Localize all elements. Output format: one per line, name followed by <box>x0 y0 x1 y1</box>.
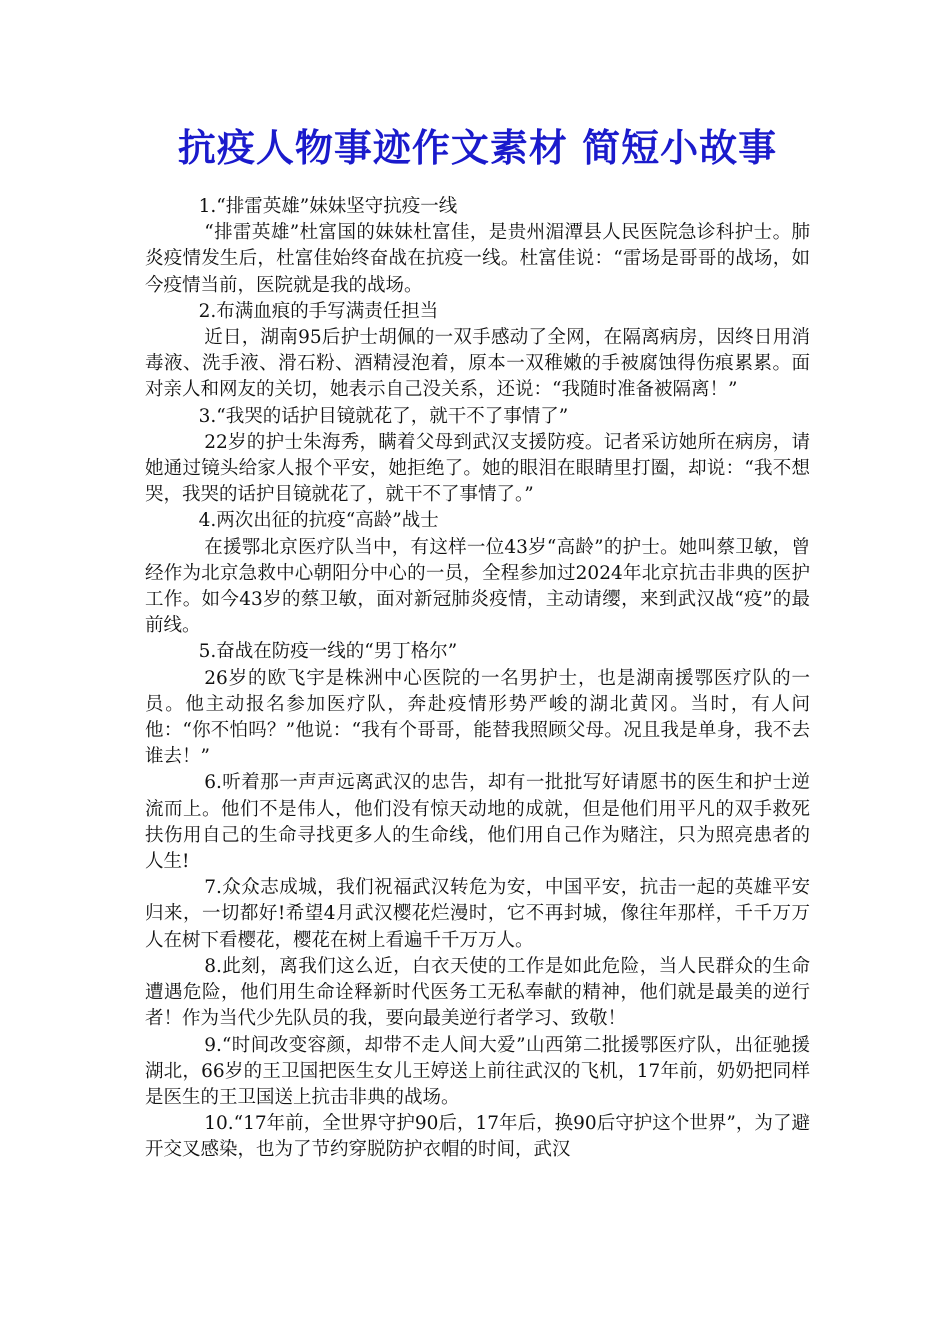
section-text-4: 在援鄂北京医疗队当中，有这样一位43岁“高龄”的护士。她叫蔡卫敏，曾经作为北京急救中心朝阳分中心的一员，全程参加过2024年北京抗击非典的医护工作。如今43岁的蔡卫敏，面对新冠肺炎疫情，主动请缨，来到武汉战“疫”的最前线。 <box>145 536 810 637</box>
section-heading-3: 3.“我哭的话护目镜就花了，就干不了事情了” <box>198 405 569 427</box>
document-title: 抗疫人物事迹作文素材 简短小故事 <box>177 125 778 170</box>
section-heading-1: 1.“排雷英雄”妹妹坚守抗疫一线 <box>198 196 458 217</box>
paragraph-8: 8.此刻，离我们这么近，白衣天使的工作是如此危险，当人民群众的生命遭遇危险，他们用生命诠释新时代医务工无私奉献的精神，他们就是最美的逆行者！作为当代少先队员的我，要向最美逆行者学习、致敬！ <box>145 955 810 1030</box>
section-heading-5: 5.奋战在防疫一线的“男丁格尔” <box>198 641 458 663</box>
paragraph-7: 7.众众志成城，我们祝福武汉转危为安，中国平安，抗击一起的英雄平安归来，一切都好!希望4月武汉樱花烂漫时，它不再封城，像往年那样，千千万万人在树下看樱花，樱花在树上看遍千千万万人。 <box>145 877 810 951</box>
section-text-5: 26岁的欧飞宇是株洲中心医院的一名男护士，也是湖南援鄂医疗队的一员。他主动报名参加医疗队，奔赴疫情形势严峻的湖北黄冈。当时，有人问他：“你不怕吗？”他说：“我有个哥哥，能替我照顾父母。况且我是单身，我不去谁去！” <box>145 667 810 768</box>
section-text-3: 22岁的护士朱海秀，瞒着父母到武汉支援防疫。记者采访她所在病房，请她通过镜头给家人报个平安，她拒绝了。她的眼泪在眼睛里打圈，却说：“我不想哭，我哭的话护目镜就花了，就干不了事情了。” <box>145 431 810 506</box>
paragraph-9: 9.“时间改变容颜，却带不走人间大爱”山西第二批援鄂医疗队，出征驰援湖北，66岁的王卫国把医生女儿王婷送上前往武汉的飞机，17年前，奶奶把同样是医生的王卫国送上抗击非典的战场。 <box>145 1034 810 1108</box>
section-text-2: 近日，湖南95后护士胡佩的一双手感动了全网，在隔离病房，因终日用消毒液、洗手液、滑石粉、酒精浸泡着，原本一双稚嫩的手被腐蚀得伤痕累累。面对亲人和网友的关切，她表示自己没关系，还说：“我随时准备被隔离！” <box>145 327 810 401</box>
section-heading-2: 2.布满血痕的手写满责任担当 <box>198 300 439 322</box>
paragraph-10: 10.“17年前，全世界守护90后，17年后，换90后守护这个世界”，为了避开交叉感染，也为了节约穿脱防护衣帽的时间，武汉 <box>145 1113 810 1161</box>
paragraph-6: 6.听着那一声声远离武汉的忠告，却有一批批写好请愿书的医生和护士逆流而上。他们不是伟人，他们没有惊天动地的成就，但是他们用平凡的双手救死扶伤用自己的生命寻找更多人的生命线，他们用自己作为赌注，只为照亮患者的人生! <box>145 772 810 873</box>
document-body <box>145 194 810 1164</box>
section-heading-4: 4.两次出征的抗疫“高龄”战士 <box>198 510 439 532</box>
section-text-1: “排雷英雄”杜富国的妹妹杜富佳，是贵州湄潭县人民医院急诊科护士。肺炎疫情发生后，杜富佳始终奋战在抗疫一线。杜富佳说：“雷场是哥哥的战场，如今疫情当前，医院就是我的战场。 <box>145 222 810 296</box>
